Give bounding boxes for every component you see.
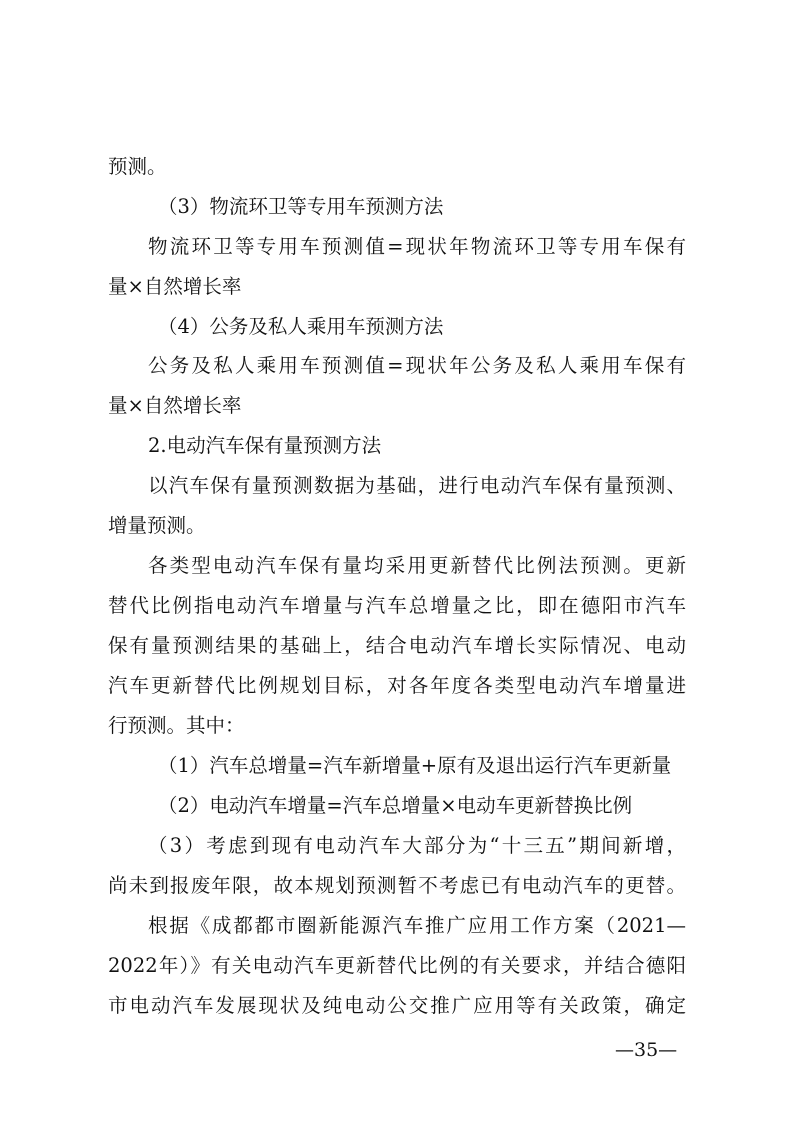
text-line: 增量预测。 (108, 514, 206, 537)
text-line: 以汽车保有量预测数据为基础，进行电动汽车保有量预测、 (148, 474, 686, 497)
subheading-line: （4）公务及私人乘用车预测方法 (158, 315, 444, 338)
text-line: 物流环卫等专用车预测值=现状年物流环卫等专用车保有 (148, 235, 686, 258)
text-line: 尚未到报废年限，故本规划预测暂不考虑已有电动汽车的更替。 (108, 874, 686, 897)
section-heading: 2.电动汽车保有量预测方法 (148, 434, 382, 457)
text-line: 替代比例指电动汽车增量与汽车总增量之比，即在德阳市汽车 (108, 594, 686, 617)
text-line: 公务及私人乘用车预测值=现状年公务及私人乘用车保有 (148, 354, 686, 377)
formula-line: （2）电动汽车增量=汽车总增量×电动车更新替换比例 (158, 794, 633, 817)
text-line: 保有量预测结果的基础上，结合电动汽车增长实际情况、电动 (108, 634, 686, 657)
text-line: 汽车更新替代比例规划目标，对各年度各类型电动汽车增量进 (108, 674, 686, 697)
text-line: 各类型电动汽车保有量均采用更新替代比例法预测。更新 (148, 554, 686, 577)
text-line: 量×自然增长率 (108, 394, 242, 417)
formula-line: （1）汽车总增量=汽车新增量+原有及退出运行汽车更新量 (158, 754, 672, 777)
text-line: 2022年）》有关电动汽车更新替代比例的有关要求，并结合德阳 (108, 954, 686, 977)
text-line: 行预测。其中： (108, 714, 245, 737)
text-line: （3）考虑到现有电动汽车大部分为“十三五”期间新增， (148, 834, 686, 857)
page-number: —35— (615, 1039, 678, 1061)
text-line: 根据《成都都市圈新能源汽车推广应用工作方案（2021— (148, 914, 686, 937)
text-line: 市电动汽车发展现状及纯电动公交推广应用等有关政策，确定 (108, 994, 686, 1017)
subheading-line: （3）物流环卫等专用车预测方法 (158, 195, 444, 218)
text-line: 预测。 (108, 155, 167, 178)
text-line: 量×自然增长率 (108, 275, 242, 298)
